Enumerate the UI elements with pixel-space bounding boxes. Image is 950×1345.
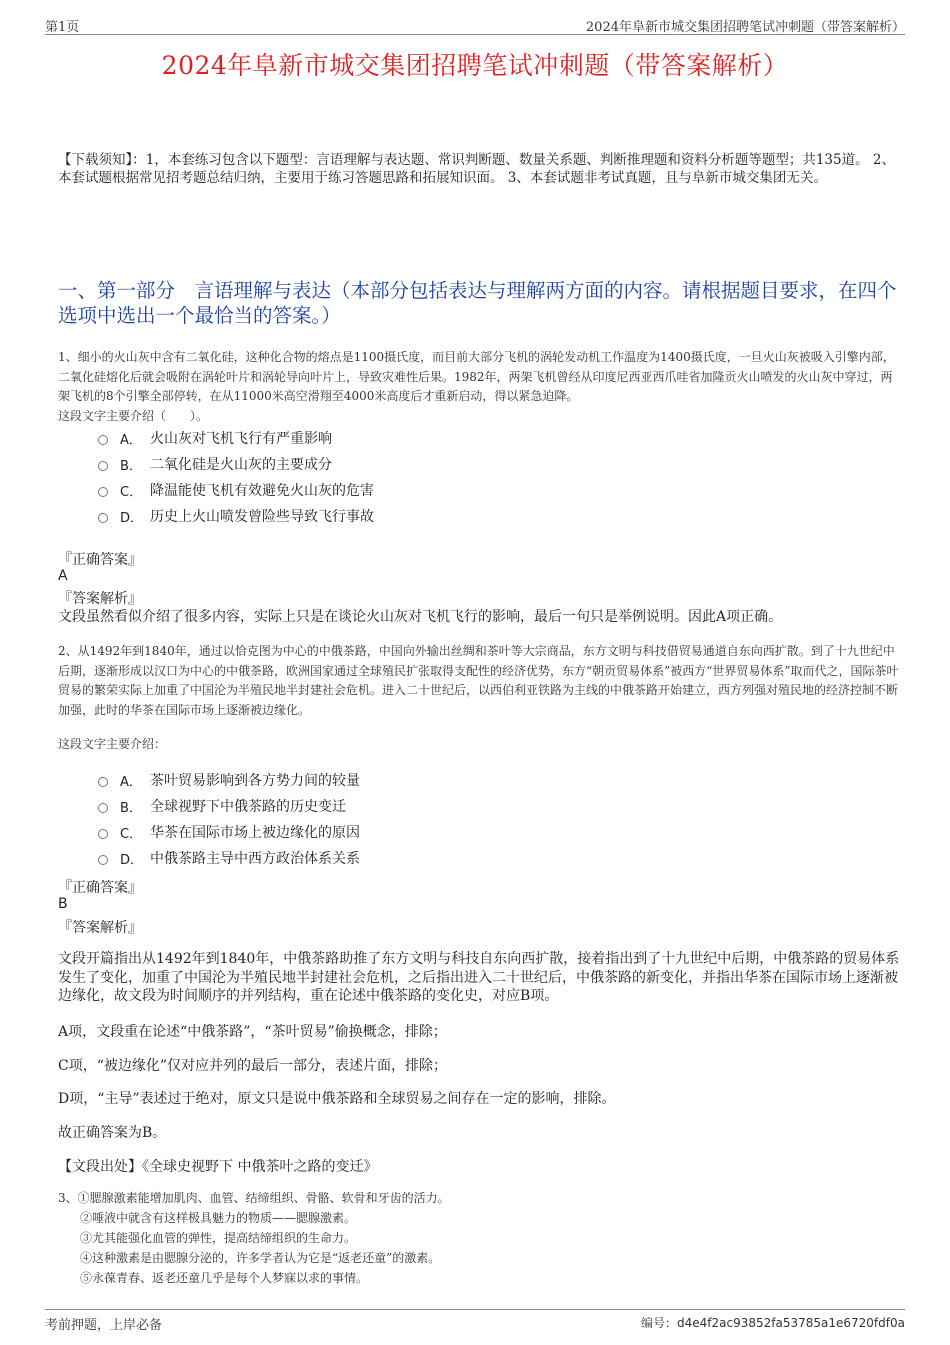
question-2-answer-heading: 『正确答案』 — [58, 880, 142, 896]
option-label: A． — [120, 774, 142, 790]
radio-icon[interactable] — [98, 461, 108, 471]
option-text: 二氧化硅是火山灰的主要成分 — [150, 457, 332, 473]
option-text: 火山灰对飞机飞行有严重影响 — [150, 431, 332, 447]
option-text: 中俄茶路主导中西方政治体系关系 — [150, 851, 360, 867]
option-text: 华茶在国际市场上被边缘化的原因 — [150, 825, 360, 841]
radio-icon[interactable] — [98, 487, 108, 497]
question-2-option-c[interactable] — [98, 822, 360, 842]
option-label: C． — [120, 484, 143, 500]
footer-rule — [45, 1309, 905, 1310]
option-text: 茶叶贸易影响到各方势力间的较量 — [150, 773, 360, 789]
option-label: B． — [120, 458, 142, 474]
radio-icon[interactable] — [98, 435, 108, 445]
question-3-line-2: ②唾液中就含有这样极具魅力的物质——腮腺激素。 — [80, 1211, 357, 1225]
question-2-note-c: C项，“被边缘化”仅对应并列的最后一部分，表述片面，排除； — [58, 1058, 448, 1074]
option-label: D． — [120, 510, 144, 526]
page-title: 2024年阜新市城交集团招聘笔试冲刺题（带答案解析） — [161, 51, 789, 80]
section-heading: 一、第一部分 言语理解与表达（本部分包括表达与理解两方面的内容。请根据题目要求，在四个选项中选出一个最恰当的答案。） — [58, 279, 897, 327]
footer-slogan: 考前押题，上岸必备 — [45, 1318, 163, 1333]
question-3-line-5: ⑤永葆青春、返老还童几乎是每个人梦寐以求的事情。 — [80, 1271, 369, 1285]
radio-icon[interactable] — [98, 513, 108, 523]
option-text: 全球视野下中俄茶路的历史变迁 — [150, 799, 346, 815]
question-1-option-d[interactable] — [98, 506, 374, 526]
header-doc-title: 2024年阜新市城交集团招聘笔试冲刺题（带答案解析） — [585, 20, 905, 35]
question-1-analysis: 文段虽然看似介绍了很多内容，实际上只是在谈论火山灰对飞机飞行的影响，最后一句只是举例说明。因此A项正确。 — [58, 609, 783, 625]
question-2-note-a: A项，文段重在论述“中俄茶路”，“茶叶贸易”偷换概念，排除； — [58, 1024, 447, 1040]
question-1-option-c[interactable] — [98, 480, 374, 500]
question-2-analysis-heading: 『答案解析』 — [58, 920, 142, 936]
option-label: B． — [120, 800, 142, 816]
question-3-line-4: ④这种激素是由腮腺分泌的，许多学者认为它是“返老还童”的激素。 — [80, 1251, 441, 1265]
question-2-prompt: 这段文字主要介绍： — [58, 737, 167, 751]
question-1-option-a[interactable] — [98, 428, 332, 448]
page-number: 第1页 — [45, 20, 80, 35]
radio-icon[interactable] — [98, 777, 108, 787]
question-3-line-3: ③尤其能强化血管的弹性，提高结缔组织的生命力。 — [80, 1231, 357, 1245]
radio-icon[interactable] — [98, 803, 108, 813]
question-1-stem: 1、细小的火山灰中含有二氧化硅，这种化合物的熔点是1100摄氏度，而目前大部分飞机的涡轮发动机工作温度为1400摄氏度，一旦火山灰被吸入引擎内部，二氧化硅熔化后就会吸附在涡轮叶片和涡轮导向叶片上，导致灾难性后果。1982年，两架飞机曾经从印度尼西亚西爪哇省加隆贡火山喷发的火山灰中穿过，两架飞机的8个引擎全部停转，在从11000米高空滑翔至4000米高度后才重新启动，得以紧急迫降。 — [58, 350, 895, 403]
question-2-source: 【文段出处】《全球史视野下 中俄茶叶之路的变迁》 — [58, 1159, 378, 1175]
download-notice: 【下载须知】：1，本套练习包含以下题型：言语理解与表达题、常识判断题、数量关系题、判断推理题和资料分析题等题型；共135道。 2、本套试题根据常见招考题总结归纳，主要用于练习答题思路和拓展知识面。 3、本套试题非考试真题，且与阜新市城交集团无关。 — [58, 152, 895, 186]
option-label: A． — [120, 432, 142, 448]
question-1-prompt: 这段文字主要介绍（ ）。 — [58, 409, 209, 423]
option-label: D． — [120, 852, 144, 868]
question-1-option-b[interactable] — [98, 454, 332, 474]
question-2-analysis: 文段开篇指出从1492年到1840年，中俄茶路助推了东方文明与科技自东向西扩散，接着指出到了十九世纪中后期，中俄茶路的贸易体系发生了变化，加重了中国沦为半殖民地半封建社会危机，之后指出进入二十世纪后，中俄茶路的新变化，并指出华茶在国际市场上逐渐被边缘化，故文段为时间顺序的并列结构，重在论述中俄茶路的变化史，对应B项。 — [58, 951, 900, 1004]
question-2-conclusion: 故正确答案为B。 — [58, 1125, 167, 1141]
header-rule — [45, 34, 905, 35]
question-3-line-1: 3、①腮腺激素能增加肌肉、血管、结缔组织、骨骼、软骨和牙齿的活力。 — [58, 1191, 450, 1205]
question-1-analysis-heading: 『答案解析』 — [58, 591, 142, 607]
question-2-note-d: D项，“主导”表述过于绝对，原文只是说中俄茶路和全球贸易之间存在一定的影响，排除。 — [58, 1091, 616, 1107]
radio-icon[interactable] — [98, 829, 108, 839]
question-2-option-d[interactable] — [98, 848, 360, 868]
question-1-answer: A — [58, 568, 68, 584]
question-1-answer-heading: 『正确答案』 — [58, 552, 142, 568]
question-2-answer: B — [58, 896, 68, 912]
question-2-stem: 2、从1492年到1840年，通过以恰克图为中心的中俄茶路，中国向外输出丝绸和茶叶等大宗商品，东方文明与科技借贸易通道自东向西扩散。到了十九世纪中后期，逐渐形成以汉口为中心的中俄茶路，欧洲国家通过全球殖民扩张取得支配性的经济优势，东方“朝贡贸易体系”被西方“世界贸易体系”取而代之，国际茶叶贸易的繁荣实际上加重了中国沦为半殖民地半封建社会危机。进入二十世纪后，以西伯利亚铁路为主线的中俄茶路开始建立，西方列强对殖民地的经济控制不断加强，此时的华茶在国际市场上逐渐被边缘化。 — [58, 644, 899, 717]
option-text: 历史上火山喷发曾险些导致飞行事故 — [150, 509, 374, 525]
footer-doc-id: 编号：d4e4f2ac93852fa53785a1e6720fdf0a — [641, 1316, 905, 1330]
question-2-option-a[interactable] — [98, 770, 360, 790]
radio-icon[interactable] — [98, 855, 108, 865]
option-text: 降温能使飞机有效避免火山灰的危害 — [150, 483, 374, 499]
question-2-option-b[interactable] — [98, 796, 346, 816]
option-label: C． — [120, 826, 143, 842]
